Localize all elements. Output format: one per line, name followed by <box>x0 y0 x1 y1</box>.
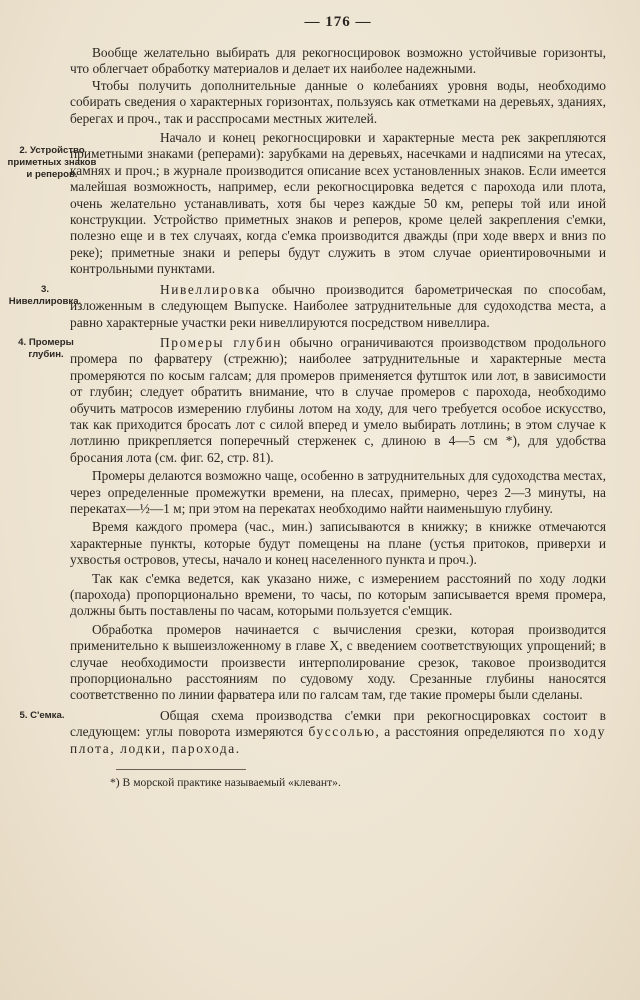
levelling-body: обычно производится барометрическая по способам, изложенным в следующем Выпуске. Наиболее затруднительные для судоходства места, а равно характерные участки реки нивеллируются посредством нивеллира. <box>70 281 606 330</box>
section-title-depth: 4. Промеры глубин. <box>18 336 74 360</box>
section-title-markers: 2. Устройство приметных знаков и реперов. <box>7 145 97 181</box>
depth-body: обычно ограничиваются производством продольного промера по фарватеру (стрежню); наиболее затруднительные и характерные места промеряются по косым галсам; для промеров применяется футшток или лот, в зависимости от глубин; следует обратить внимание, что в случае промеров с парохода, необходимо обучить матросов измерению глубины лотом на ходу, для чего требуется особое искусство, так как приходится бросать лот с силой вперед и умело выбирать лотлинь; в этом случае к лотлиню прикрепляется поперечный стерженек c, длиною в 4—5 см *), для удобства бросания лота (см. фиг. 62, стр. 81). <box>70 334 606 465</box>
survey-body-2: , а расстояния определяются <box>375 724 550 740</box>
paragraph-depth <box>70 335 606 466</box>
section-markers <box>7 130 606 278</box>
survey-body-1: Общая схема производства с'емки при рекогносцировках состоит в следующем: углы поворота измеряются <box>70 707 606 740</box>
paragraph-processing: Обработка промеров начинается с вычисления срезки, которая производится применительно к вышеизложенному в главе X, с введением соответствующих упрощений; в случае необходимости произвести интерполирование срезок, таковое производится пропорционально расстояниям по судовому ходу. Срезанные глубины наносятся соответственно по линии фарватера или по галсам там, где такие промеры были сделаны. <box>70 621 606 703</box>
section-survey <box>19 707 606 757</box>
page-number: — 176 — <box>304 14 372 30</box>
section-title-survey: 5. С'емка. <box>19 709 65 721</box>
footnote-divider <box>116 769 246 770</box>
paragraph-survey <box>70 708 606 757</box>
paragraph-depth-time: Время каждого промера (час., мин.) записываются в книжку; в книжке отмечаются характерные пункты, которые будут помещены на плане (устья притоков, приверхи и ухвостья островов, утесы, начало и конец населенного пункта и проч.). <box>70 519 606 568</box>
paragraph-depth-frequency: Промеры делаются возможно чаще, особенно в затруднительных для судоходства местах, через определенные промежутки времени, на плесах, примерно, через 2—3 минуты, на перекатах—½—1 м; при этом на перекатах необходимо найти наименьшую глубину. <box>70 468 606 516</box>
paragraph-clock: Так как с'емка ведется, как указано ниже, с измерением расстояний по ходу лодки (парохода) пропорционально времени, то часы, по которым записывается время промера, должны быть поставлены по часам, которыми пользуется с'емщик. <box>70 570 606 619</box>
section-depth <box>18 334 606 466</box>
survey-compass: буссолью <box>308 724 376 740</box>
footnote: *) В морской практике называемый «клевант». <box>110 776 341 790</box>
paragraph-levelling <box>70 282 606 331</box>
depth-lead: Промеры глубин <box>160 334 283 350</box>
paragraph-horizons: Вообще желательно выбирать для рекогносцировок возможно устойчивые горизонты, что облегчает обработку материалов и делает их наиболее надежными. <box>70 45 606 77</box>
survey-distance: по ходу плота, лодки, парохода. <box>70 724 606 756</box>
levelling-lead: Нивеллировка <box>160 281 261 297</box>
section-title-levelling: 3. Нивеллировка. <box>8 283 82 307</box>
section-levelling <box>8 281 606 331</box>
paragraph-water-level: Чтобы получить дополнительные данные о колебаниях уровня воды, необходимо собирать сведения о характерных горизонтах, пользуясь как отметками на деревьях, зданиях, берегах и проч., так и расспросами местных жителей. <box>70 77 606 126</box>
paragraph-markers: Начало и конец рекогносцировки и характерные места рек закрепляются приметными знаками (реперами): зарубками на деревьях, насечками и надписями на утесах, камнях и проч.; в журнале производится описание всех установленных знаков. Если имеется малейшая возможность, например, если рекогносцировка ведется с парохода или плота, очень желательно устанавливать, хотя бы через каждые 50 км, реперы той или иной конструкции. Устройство приметных знаков и реперов, кроме целей закрепления с'емки, полезно еще и в тех случаях, когда с'емка производится дважды (при ходе вверх и вниз по реке); приметные знаки и реперы будут служить в этом случае ориентировочными и контрольными пунктами. <box>70 130 606 277</box>
